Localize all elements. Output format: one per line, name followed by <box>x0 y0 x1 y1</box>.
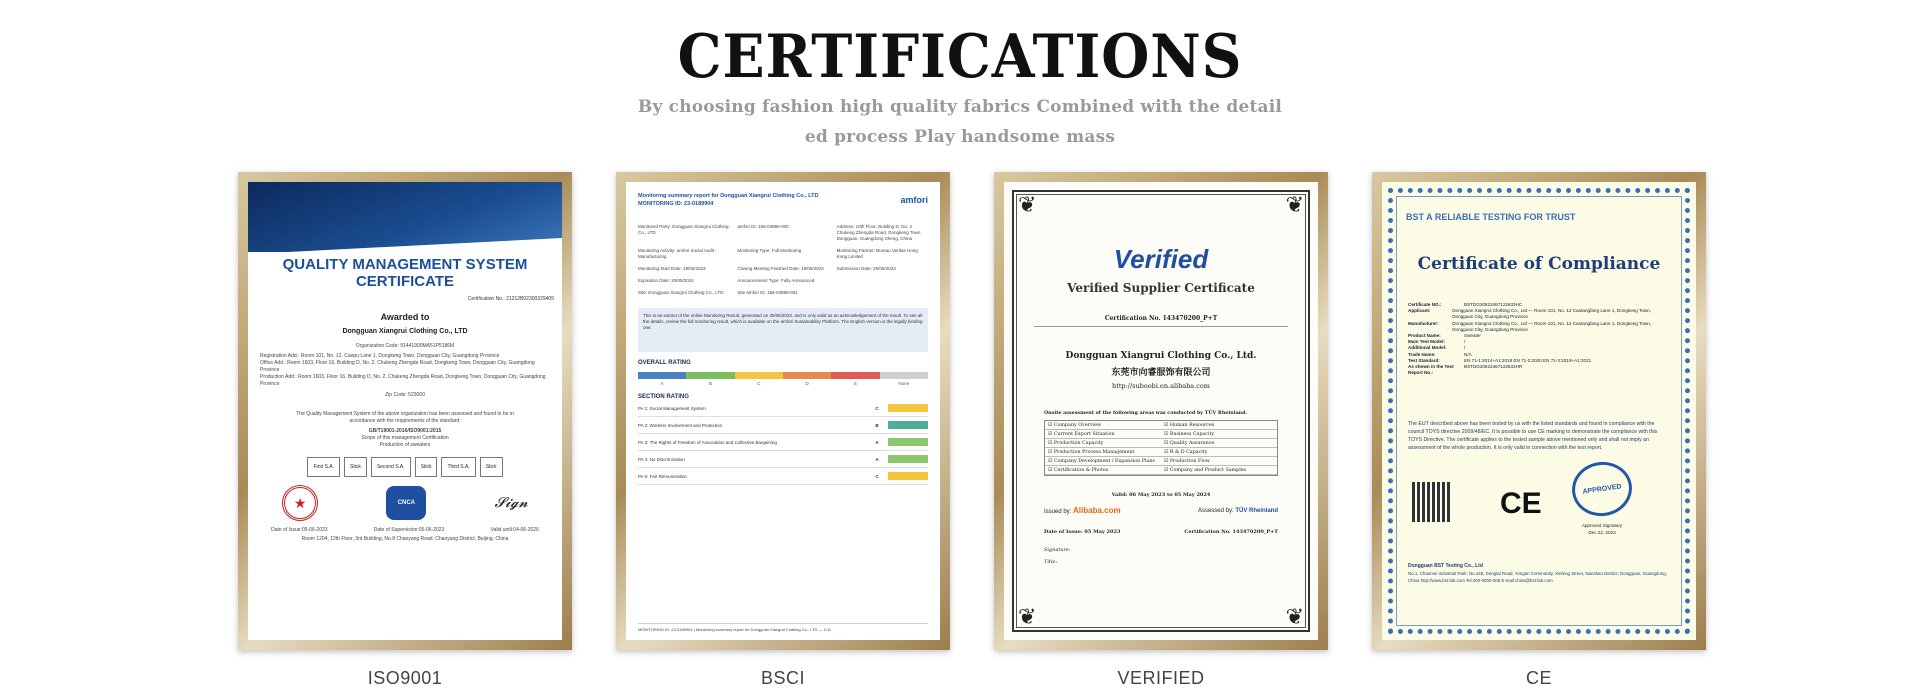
sticker-cell: Stick <box>344 457 367 477</box>
certificate-frame[interactable] <box>616 172 950 650</box>
cnca-logo-icon: CNCA <box>386 486 426 520</box>
verified-certificate-image <box>1004 182 1318 640</box>
section-row <box>638 451 928 468</box>
ce-field-row <box>1408 364 1670 376</box>
bsci-header <box>638 192 928 208</box>
rating-segment <box>735 372 783 379</box>
checklist-label: Human Resources <box>1169 422 1215 428</box>
sticker-cell: First S.A. <box>307 457 340 477</box>
bsci-monitoring-id: MONITORING ID: 23-0189904 <box>638 201 714 207</box>
section-color-chip <box>888 472 928 480</box>
bsci-field: Submission Date: 25/05/2023 <box>836 266 896 271</box>
checklist-item: ☑ Business Capacity <box>1161 430 1277 439</box>
verified-url: http://suboobi.en.alibaba.com <box>1112 382 1210 390</box>
field-value: Dongguan Xiangrui Clothing Co., Ltd — Room 101, No. 12 Caotangfang Lane 1, Dongkeng Town, Dongguan City, Guangdong Province <box>1452 308 1652 320</box>
checklist-item: ☑ Production Capacity <box>1045 439 1161 448</box>
section-grade: C <box>875 473 879 479</box>
rating-scale-bar <box>638 372 928 379</box>
bsci-certificate-image <box>626 182 940 640</box>
ce-footer-address: No.1, Chaomei Industrial Park, No.449, Dongtai Road, Yongan Community, Xinfeng Street, Nanshan District, Dongguan, Guangdong, China http://www.bst-lab.com Tel:400-0000-005 E-mail:china@bst-lab.com <box>1408 571 1667 583</box>
field-value: Dongguan Xiangrui Clothing Co., Ltd — Room 101, No. 12 Caotangfang Lane 1, Dongkeng Town, Dongguan City, Guangdong Province <box>1452 320 1652 332</box>
verified-valid: Valid: 06 May 2023 to 05 May 2024 <box>1111 492 1211 498</box>
bsci-section-label: SECTION RATING <box>638 394 689 400</box>
field-value: BSTDG20823467122633HR <box>1464 364 1523 370</box>
sticker-cell: Third S.A. <box>441 457 475 477</box>
rating-label: B <box>708 381 712 386</box>
certificate-card-bsci[interactable] <box>616 172 950 689</box>
field-key: Trade Name: <box>1408 351 1436 357</box>
checklist-item: ☑ Certification & Photos <box>1045 466 1161 475</box>
ce-paragraph: The EUT described above has been tested by us with the listed standards and found in compliance with the council TOYS directive 2009/48/EC. It is possible to use CE marking to demonstrate the compliance with this TOYS Directive. The certificate applies to the tested sample above mentioned only and shall not imply an assessment of the whole production. It is only valid in connection with the test report. <box>1408 421 1658 451</box>
ce-date: Dec 22, 2023 <box>1588 530 1616 535</box>
iso-supervision-date: Date of Supervision:05-06-2023 <box>373 527 445 533</box>
field-key: Manufacturer: <box>1408 320 1439 326</box>
bsci-field: Expiration Date: 20/05/2024 <box>638 278 694 283</box>
verified-issue-date: Date of Issue: 05 May 2023 <box>1044 529 1121 535</box>
checklist-item: ☑ Human Resources <box>1161 421 1277 430</box>
checklist-item: ☑ Company Overview <box>1045 421 1161 430</box>
certificates-gallery <box>238 172 1688 688</box>
corner-ornament-icon: ❦ <box>1018 604 1037 629</box>
field-value: / <box>1464 339 1466 345</box>
rating-segment <box>686 372 734 379</box>
bsci-note: This is an extract of the online Monitoring Result, generated on 25/05/2023, and is only valid as an acknowledgement of the result. To see all the details, review the full monitoring result, which is available on the amfori Sustainability Platform. The English version is the legally binding one. <box>638 308 928 352</box>
bsci-field: Monitoring Type: Full Monitoring <box>737 248 802 253</box>
field-key: Product Name: <box>1408 333 1441 339</box>
iso-valid-date: Valid until:04-06-2026 <box>490 527 539 533</box>
rating-labels <box>638 381 928 386</box>
field-value: Sweater <box>1464 333 1481 339</box>
iso-certificate-image <box>248 182 562 640</box>
red-seal-icon: ★ <box>282 485 318 521</box>
ce-footer <box>1408 562 1670 584</box>
checklist-label: Production Process Management <box>1053 449 1135 455</box>
section-row <box>638 434 928 451</box>
rating-segment <box>831 372 879 379</box>
checklist-label: Certification & Photos <box>1053 467 1109 473</box>
ce-title: Certificate of Compliance <box>1417 254 1661 274</box>
bsci-field-grid <box>638 224 928 296</box>
certificate-card-ce[interactable] <box>1372 172 1706 689</box>
title-label: Title: <box>1044 559 1058 565</box>
iso-scope: Production of sweaters <box>379 442 431 448</box>
certificate-caption: ISO9001 <box>367 668 443 688</box>
section-grade: A <box>875 439 879 445</box>
iso-standard: GB/T19001-2016/ISO9001:2015 <box>368 428 442 434</box>
page-title: CERTIFICATIONS <box>677 22 1243 92</box>
checklist-label: Production Capacity <box>1053 440 1104 446</box>
iso-production: Production Add.: Room 1603, Floor 16, Building D, No. 2, Chukeng Zhengda Road, Dongkeng Town, Dongguan City, Guangdong Province <box>260 374 546 387</box>
section-row <box>638 417 928 434</box>
assessed-by-label: Assessed by: <box>1197 507 1234 514</box>
ce-mark-icon: CE <box>1500 487 1542 520</box>
checklist-label: Current Export Situation <box>1053 431 1115 437</box>
rating-segment <box>638 372 686 379</box>
section-color-chip <box>888 455 928 463</box>
checklist-label: Company Development / Expansion Plans <box>1053 458 1155 464</box>
iso-org-code: Organization Code: 91441900MA51P5186M <box>355 343 455 349</box>
iso-cert-no: Certification No.: 21212B02300329405 <box>467 296 554 302</box>
section-name: PA 3: The Rights of Freedom of Association and Collective Bargaining <box>638 439 777 445</box>
checklist-item: ☑ Production Process Management <box>1045 448 1161 457</box>
checklist-label: Quality Assurance <box>1169 440 1215 446</box>
section-row <box>638 468 928 485</box>
certificate-frame[interactable] <box>994 172 1328 650</box>
field-value: N/A <box>1464 351 1472 357</box>
certificate-card-verified[interactable] <box>994 172 1328 689</box>
field-key: Test Standard: <box>1408 357 1440 363</box>
iso-scope-label: Scope of this management Certification <box>361 435 449 441</box>
bsci-field: Site amfori ID: 156-04889-001 <box>737 290 798 295</box>
certificate-banner <box>248 182 562 252</box>
iso-assessed: The Quality Management System of the above organization has been assessed and found to be in accordance with the requirements of the standard: <box>296 411 514 424</box>
iso-doc-title: QUALITY MANAGEMENT SYSTEM CERTIFICATE <box>282 256 528 290</box>
amfori-logo-icon: amfori <box>900 195 928 205</box>
iso-sticker-row <box>248 457 562 477</box>
field-key: Applicant: <box>1408 308 1431 314</box>
checklist-label: Company and Product Samples <box>1169 467 1247 473</box>
field-value: EN 71-1:2014+A1:2018 EN 71-2:2020 EN 71-3:2019+A1:2021 <box>1464 357 1592 363</box>
field-key: Main Test Model: <box>1408 339 1445 345</box>
ce-certificate-image <box>1382 182 1696 640</box>
certificate-frame[interactable] <box>1372 172 1706 650</box>
bsci-section-rows <box>638 400 928 485</box>
iso-office: Office Add.: Room 1603, Floor 16, Building D, No. 2, Chukeng Zhengda Road, Dongkeng Town, Dongguan City, Guangdong Province <box>260 360 535 373</box>
certificate-caption: VERIFIED <box>1117 668 1205 688</box>
field-key: Additional Model: <box>1408 345 1447 351</box>
iso-company: Dongguan Xiangrui Clothing Co., LTD <box>342 328 468 335</box>
section-heading <box>0 22 1920 152</box>
alibaba-logo-icon: Alibaba.com <box>1073 506 1121 515</box>
section-grade: C <box>875 405 879 411</box>
rating-label: A <box>660 381 664 386</box>
section-name: PA 5: Fair Remuneration <box>638 473 687 479</box>
checklist-label: Business Capacity <box>1169 431 1215 437</box>
rating-label: D <box>805 381 809 386</box>
verified-logo-icon: Verified <box>1113 244 1209 274</box>
bsci-field: Site: Dongguan Xiangrui Clothing Co., LTD <box>638 290 724 295</box>
iso-address: Room 1204, 12th Floor, 3rd Building, No.8 Chaoyang Road, Chaoyang District, Beijing, China <box>301 536 509 542</box>
ce-field-row <box>1408 321 1670 333</box>
section-grade: A <box>875 456 879 462</box>
certificate-caption: CE <box>1525 668 1552 688</box>
issued-by-label: Issued by: <box>1044 509 1072 515</box>
checklist-item: ☑ Production Flow <box>1161 457 1277 466</box>
certificate-frame[interactable] <box>238 172 572 650</box>
iso-seals <box>248 485 562 521</box>
section-color-chip <box>888 421 928 429</box>
bsci-field: Announcement Type: Fully Announced <box>737 278 815 283</box>
checklist-item: ☑ Company Development / Expansion Plans <box>1045 457 1161 466</box>
ce-signatory: Approved Signatory <box>1581 523 1623 528</box>
bsci-field: Monitoring Start Date: 19/05/2023 <box>638 266 706 271</box>
bsci-field: Closing Meeting Finished Date: 19/05/2023 <box>737 266 824 271</box>
field-value: / <box>1464 345 1466 351</box>
rating-segment <box>783 372 831 379</box>
section-name: PA 4: No Discrimination <box>638 456 685 462</box>
section-grade: B <box>875 422 879 428</box>
rating-label: E <box>853 381 857 386</box>
iso-issue-date: Date of Issue:05-06-2023 <box>271 527 328 533</box>
ce-fields <box>1408 302 1670 376</box>
bst-logo-icon: BST A RELIABLE TESTING FOR TRUST <box>1406 212 1576 222</box>
inner-border <box>1016 194 1306 628</box>
approved-stamp-icon: APPROVED <box>1569 458 1636 520</box>
bsci-report-title: Monitoring summary report for Dongguan Xiangrui Clothing Co., LTD <box>638 193 819 199</box>
subtitle-line-1: By choosing fashion high quality fabrics Combined with the detail <box>637 97 1283 117</box>
bsci-field: Address: 10th Floor, Building D, No. 2 Chukeng Zhengda Road, Dongkeng Town, Dongguan, Guangdong Sheng, China <box>836 224 922 241</box>
checklist-item: ☑ Quality Assurance <box>1161 439 1277 448</box>
field-key: Certificate NO.: <box>1408 302 1442 307</box>
sticker-cell: Stick <box>480 457 503 477</box>
verified-cert-no: Certification No. 143470200_P+T <box>1104 315 1218 322</box>
field-key: As shown in the Test Report No.: <box>1408 364 1454 376</box>
corner-ornament-icon: ❦ <box>1285 604 1304 629</box>
verified-cert-no-2: Certification No. 143470200_P+T <box>1184 529 1278 535</box>
section-color-chip <box>888 438 928 446</box>
corner-ornament-icon: ❦ <box>1285 192 1304 217</box>
rating-label: None <box>898 381 910 386</box>
ce-field-row <box>1408 308 1670 320</box>
bsci-overall-label: OVERALL RATING <box>638 360 691 366</box>
sticker-cell: Stick <box>415 457 438 477</box>
bsci-field: Monitored Party: Dongguan Xiangrui Clothing Co., LTD <box>638 224 729 235</box>
corner-ornament-icon: ❦ <box>1018 192 1037 217</box>
checklist-label: Company Overview <box>1053 422 1102 428</box>
bsci-field: amfori ID: 156-04889-000 <box>737 224 789 229</box>
section-name: PA 2: Workers Involvement and Protection <box>638 422 723 428</box>
iso-registration: Registration Add.: Room 101, No. 12, Caopu Lane 1, Dongkeng Town, Dongguan City, Guangdong Province <box>260 353 500 359</box>
iso-dates <box>248 527 562 534</box>
sticker-cell: Second S.A. <box>371 457 411 477</box>
verified-company: Dongguan Xiangrui Clothing Co., Ltd. <box>1065 351 1257 361</box>
section-color-chip <box>888 404 928 412</box>
checklist-label: R & D Capacity <box>1169 449 1208 455</box>
iso-zip: Zip Code: 523000 <box>385 392 425 398</box>
iso-awarded: Awarded to <box>380 312 430 322</box>
subtitle-line-2: ed process Play handsome mass <box>804 127 1116 147</box>
ce-footer-company: Dongguan BST Testing Co., Ltd <box>1408 563 1483 569</box>
checklist-item: ☑ R & D Capacity <box>1161 448 1277 457</box>
tuv-logo-icon: TÜV Rheinland <box>1235 507 1278 514</box>
checklist-item: ☑ Current Export Situation <box>1045 430 1161 439</box>
bsci-footer: MONITORING ID: 23-0189904 | Monitoring summary report for Dongguan Xiangrui Clothing Co., LTD — 1/11 <box>638 623 928 632</box>
bsci-field: Monitoring Partner: Bureau Veritas Hong Kong Limited <box>836 248 918 259</box>
rating-segment <box>880 372 928 379</box>
checklist-item: ☑ Company and Product Samples <box>1161 466 1277 475</box>
checklist-label: Production Flow <box>1169 458 1210 464</box>
verified-title: Verified Supplier Certificate <box>1067 281 1255 295</box>
bsci-field: Monitoring Activity: amfori Social Audit - Manufacturing <box>638 248 717 259</box>
certificate-caption: BSCI <box>760 668 805 688</box>
qr-code-icon <box>1412 482 1452 522</box>
verified-onsite: Onsite assessment of the following areas was conducted by TÜV Rheinland. <box>1044 410 1248 416</box>
signature-icon: 𝓢𝓲𝓰𝓷 <box>494 495 528 511</box>
verified-company-cn: 东莞市向睿服饰有限公司 <box>1111 367 1211 377</box>
rating-label: C <box>757 381 761 386</box>
certificate-card-iso9001[interactable] <box>238 172 572 689</box>
section-row <box>638 400 928 417</box>
section-name: PA 1: Social Management System <box>638 405 706 411</box>
ce-signature-block <box>1562 522 1642 536</box>
signature-label: Signature: <box>1044 547 1071 553</box>
field-value: BSTDG20823467122633HC <box>1464 302 1523 307</box>
bsci-header-text <box>638 192 818 208</box>
